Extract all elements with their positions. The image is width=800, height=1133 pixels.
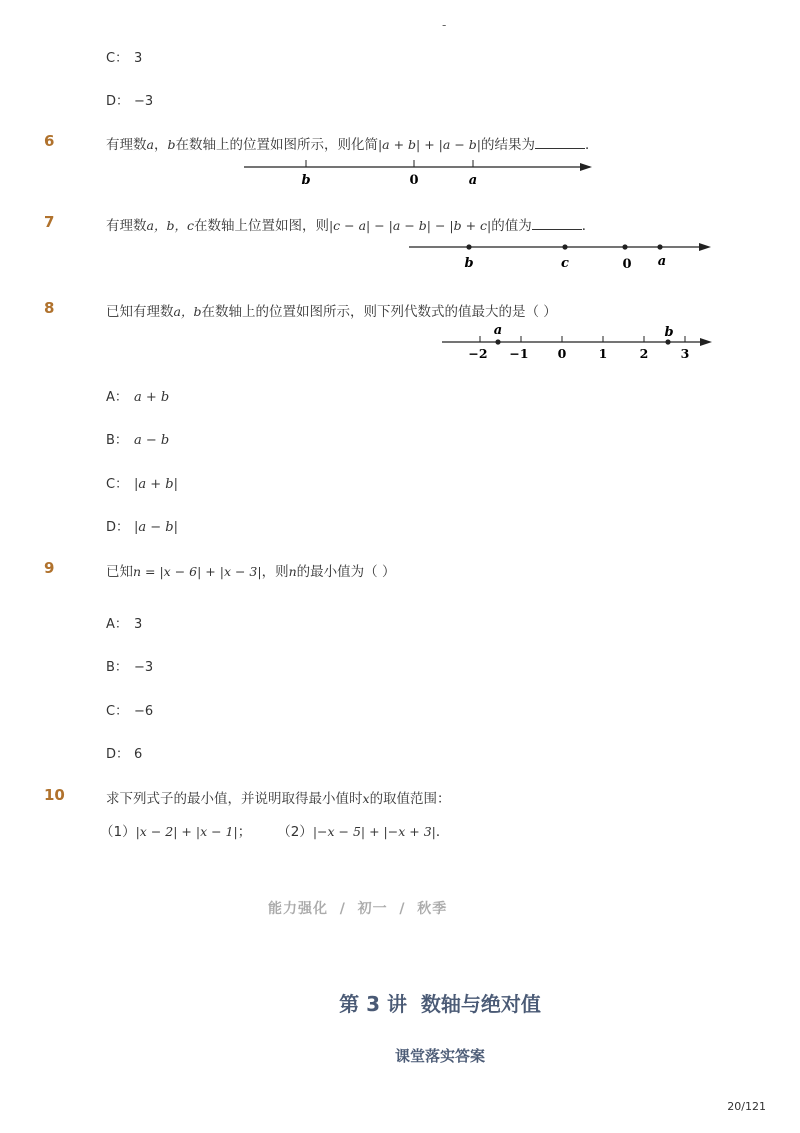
q8-number-line — [438, 322, 718, 364]
q10-part1-end: ； — [237, 824, 252, 840]
option-a[interactable] — [106, 386, 169, 405]
q6-var-b: b — [167, 137, 176, 152]
option-label: A： — [106, 617, 128, 632]
answer-blank[interactable] — [532, 217, 582, 230]
option-value: −6 — [134, 704, 154, 719]
option-value: −3 — [134, 660, 154, 675]
q10-part1-expression: |x − 2| + |x − 1| — [135, 824, 238, 839]
axis-label-zero: 0 — [622, 257, 632, 272]
q9-expression: n = |x − 6| + |x − 3| — [133, 564, 262, 579]
option-value: 6 — [134, 747, 143, 762]
option-label: B： — [106, 660, 128, 675]
option-b[interactable] — [106, 429, 169, 448]
option-label: A： — [106, 390, 128, 405]
option-label: D： — [106, 520, 130, 535]
option-label: D： — [106, 747, 130, 762]
course-tag: 能力强化 / 初一 / 秋季 — [268, 901, 448, 917]
q10-part2-expression: |−x − 5| + |−x + 3| — [312, 824, 436, 839]
axis-label-a: a — [468, 173, 478, 188]
option-label: C： — [106, 51, 129, 66]
tick-label: 3 — [680, 346, 690, 361]
question-number-7: 7 — [44, 213, 55, 231]
q6-text-mid: 在数轴上的位置如图所示，则化简 — [175, 137, 378, 153]
question-9-text — [106, 560, 395, 580]
option-value: |a + b| — [134, 477, 178, 492]
option-label: B： — [106, 433, 128, 448]
question-10-parts — [100, 820, 449, 840]
q9-var-n: n — [288, 564, 297, 579]
q10-text-after: 的取值范围： — [369, 791, 451, 807]
axis-label-c: c — [561, 256, 569, 271]
q6-var-a: a — [146, 137, 154, 152]
q6-number-line — [240, 158, 600, 190]
axis-label-a: a — [657, 254, 667, 269]
answer-blank[interactable] — [535, 136, 585, 149]
q7-text-after: 的值为 — [491, 218, 532, 234]
option-value: −3 — [134, 94, 154, 109]
q10-text-before: 求下列式子的最小值，并说明取得最小值时 — [106, 791, 363, 807]
q7-vars: a，b，c — [146, 218, 194, 233]
question-8-text — [106, 300, 557, 320]
section-title: 课堂落实答案 — [394, 1047, 485, 1065]
q8-text-before: 已知有理数 — [106, 304, 174, 320]
q6-text-after: 的结果为 — [480, 137, 535, 153]
q8-text-after: 在数轴上的位置如图所示，则下列代数式的值最大的是（ ） — [201, 304, 557, 320]
option-d[interactable] — [106, 516, 178, 535]
q7-text-mid: 在数轴上位置如图，则 — [193, 218, 329, 234]
header-dash: - — [442, 18, 447, 32]
option-d[interactable] — [106, 90, 153, 109]
question-number-8: 8 — [44, 299, 55, 317]
option-label: C： — [106, 704, 129, 719]
option-b[interactable] — [106, 656, 153, 675]
option-label: C： — [106, 477, 129, 492]
question-7-text — [106, 214, 595, 234]
question-10-text — [106, 787, 451, 807]
axis-point-b: b — [664, 325, 674, 340]
q7-end: ． — [581, 218, 596, 234]
option-value: |a − b| — [134, 520, 178, 535]
question-number-6: 6 — [44, 132, 55, 150]
question-number-10: 10 — [44, 786, 65, 804]
lecture-title: 第 3 讲 数轴与绝对值 — [339, 992, 541, 1016]
q10-part2-label: （2） — [277, 824, 313, 840]
q6-expression: |a + b| + |a − b| — [377, 137, 481, 152]
option-value: 3 — [134, 51, 143, 66]
tick-label: 0 — [557, 346, 567, 361]
q9-text-after: 的最小值为（ ） — [296, 564, 396, 580]
q6-end: ． — [584, 137, 599, 153]
page-number: 20/121 — [727, 1100, 766, 1113]
q10-part2-end: ． — [435, 824, 450, 840]
q10-part1-label: （1） — [100, 824, 136, 840]
option-label: D： — [106, 94, 130, 109]
q7-number-line — [405, 238, 717, 272]
tick-label: −1 — [509, 346, 529, 361]
axis-label-zero: 0 — [409, 173, 419, 188]
axis-label-b: b — [464, 256, 474, 271]
option-d[interactable] — [106, 743, 142, 762]
q10-var-x: x — [362, 791, 370, 806]
q7-text-before: 有理数 — [106, 218, 147, 234]
q9-text-before: 已知 — [106, 564, 133, 580]
option-value: 3 — [134, 617, 143, 632]
question-number-9: 9 — [44, 559, 55, 577]
axis-label-b: b — [301, 173, 311, 188]
option-value: a − b — [134, 433, 170, 448]
option-value: a + b — [134, 390, 170, 405]
tick-label: −2 — [468, 346, 488, 361]
tick-label: 2 — [639, 346, 649, 361]
option-a[interactable] — [106, 613, 142, 632]
q7-expression: |c − a| − |a − b| − |b + c| — [328, 218, 492, 233]
option-c[interactable] — [106, 700, 153, 719]
q6-text-before: 有理数 — [106, 137, 147, 153]
q6-sep: ， — [153, 137, 168, 153]
q8-vars: a，b — [173, 304, 202, 319]
tick-label: 1 — [598, 346, 608, 361]
option-c[interactable] — [106, 473, 178, 492]
q9-text-mid: ，则 — [261, 564, 289, 580]
option-c[interactable] — [106, 47, 142, 66]
question-6-text — [106, 133, 598, 153]
axis-point-a: a — [493, 323, 503, 338]
